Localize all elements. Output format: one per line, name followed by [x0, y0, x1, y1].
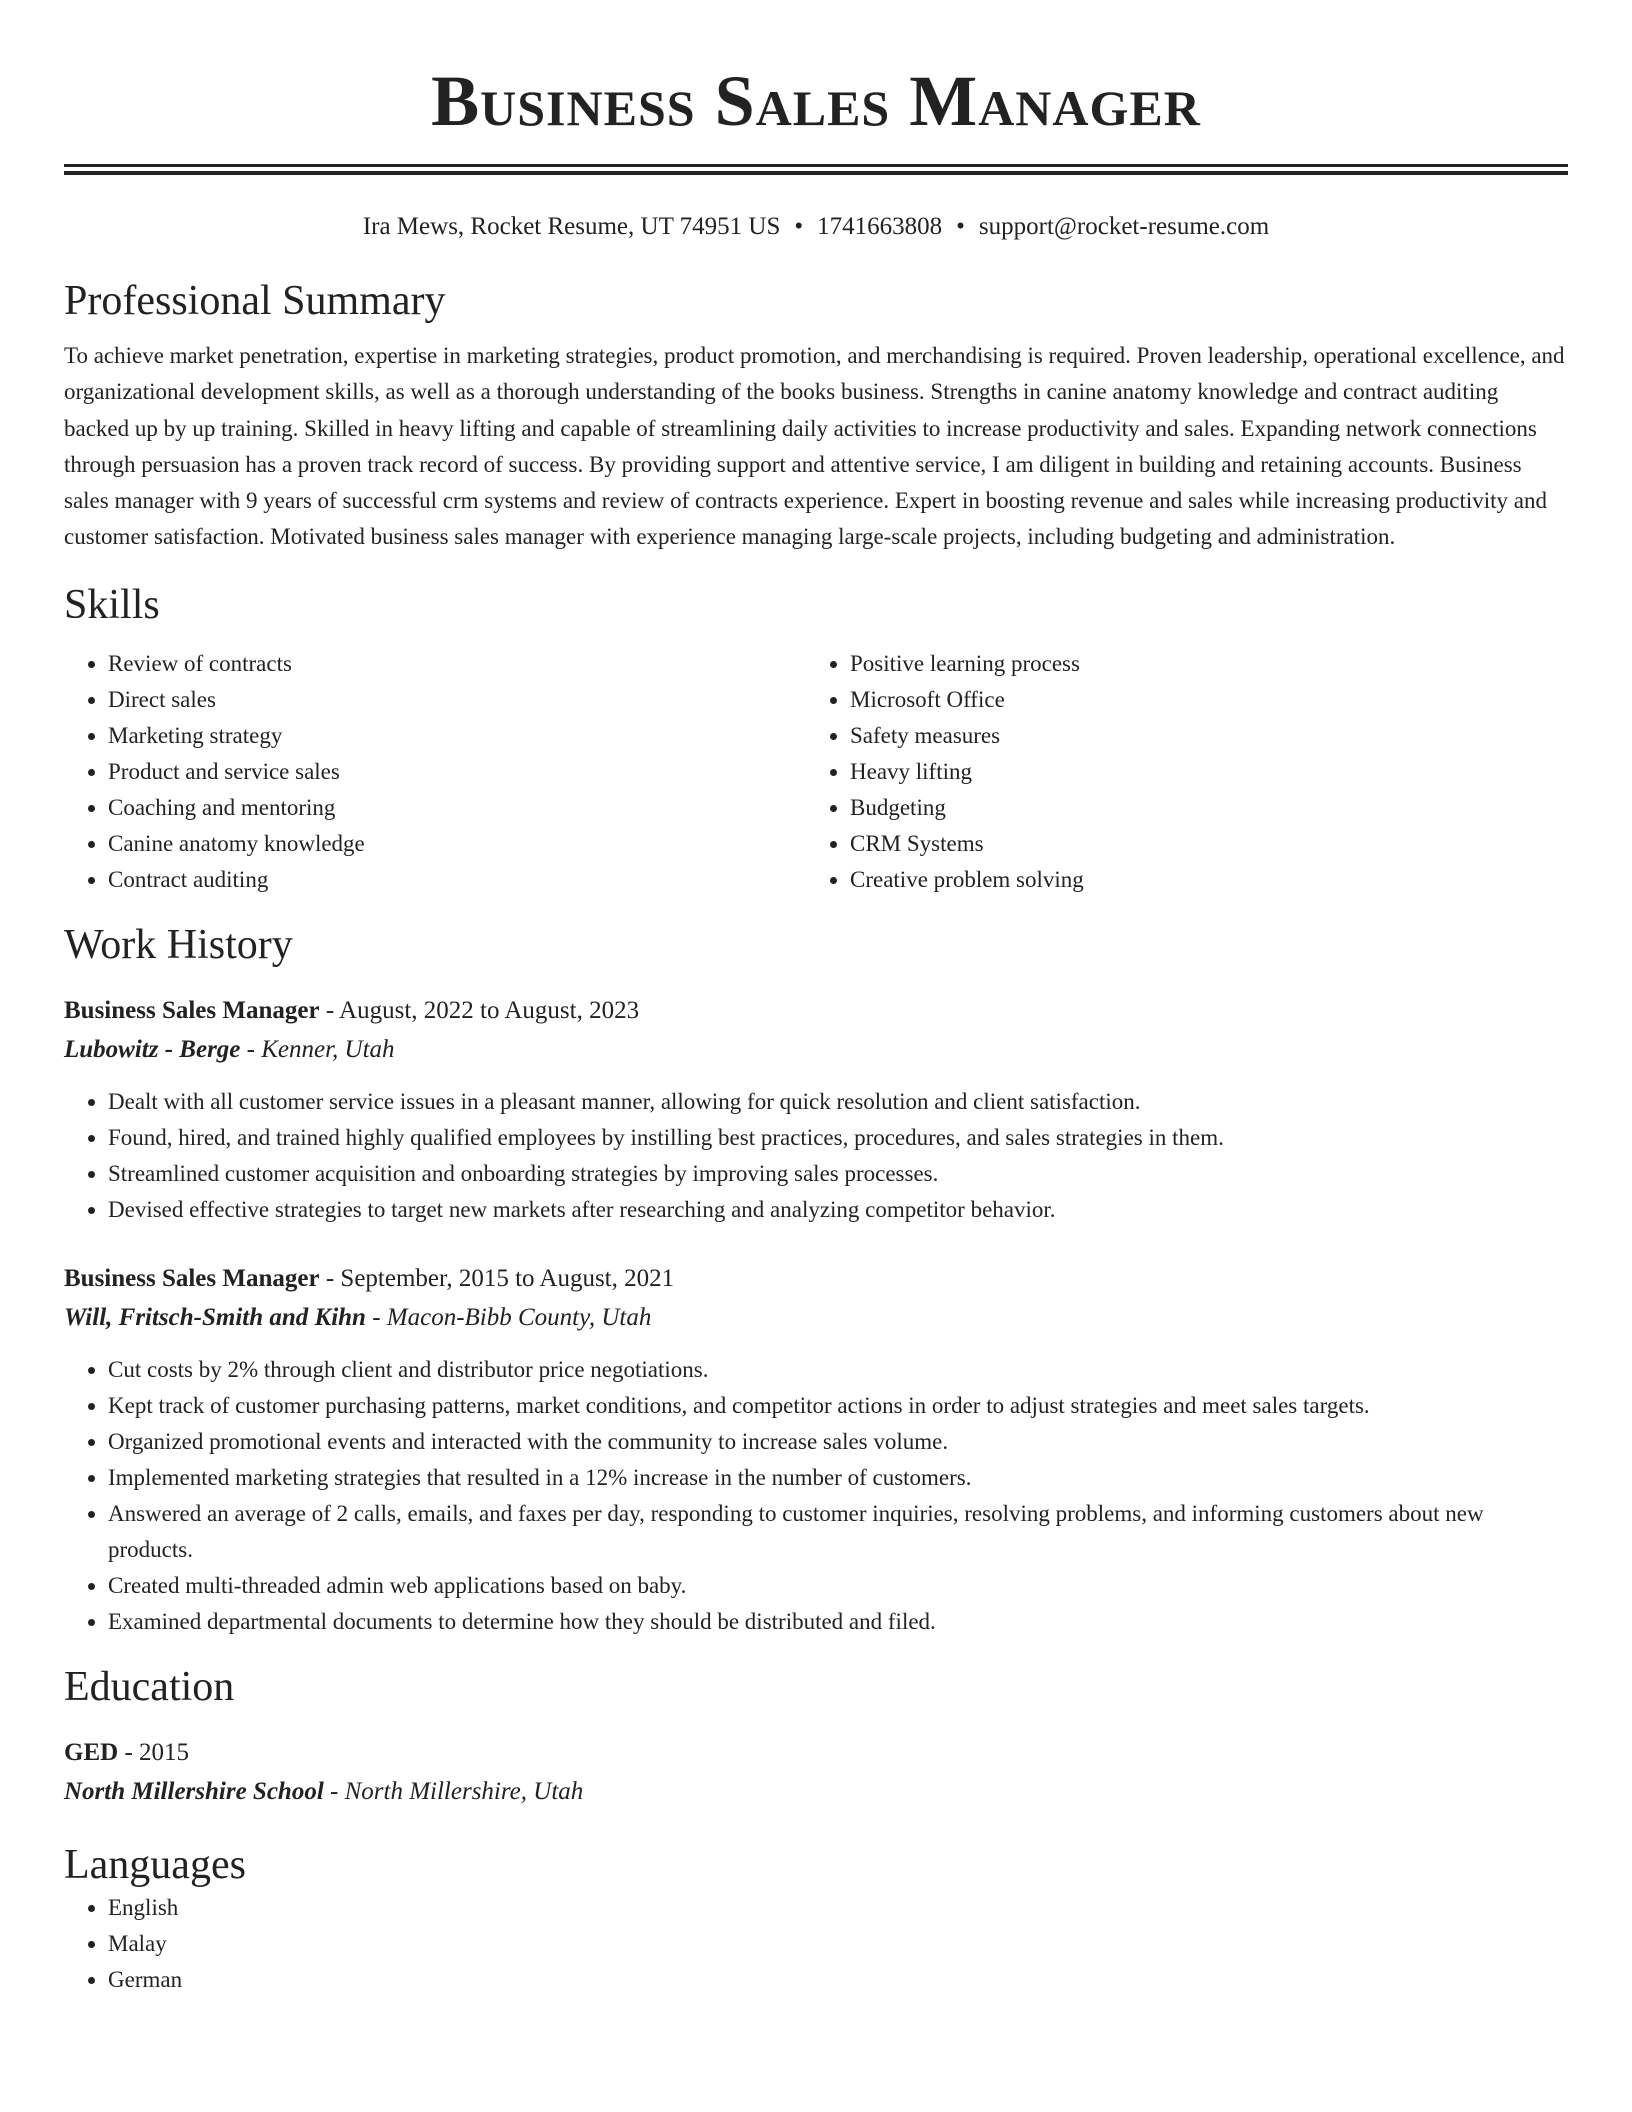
degree-line	[64, 1734, 1568, 1772]
job-title-line	[64, 992, 1568, 1030]
skill-item: • Positive learning process	[850, 646, 1548, 682]
skills-column-right	[806, 646, 1548, 898]
summary-heading: Professional Summary	[64, 278, 446, 324]
duty-item: • Examined departmental documents to determine how they should be distributed and filed.	[108, 1604, 1568, 1640]
skills-heading: Skills	[64, 581, 160, 628]
school-location: - North Millershire, Utah	[323, 1777, 584, 1805]
duty-item: • Dealt with all customer service issues in a pleasant manner, allowing for quick resolution and client satisfaction.	[108, 1084, 1568, 1120]
duty-item: • Answered an average of 2 calls, emails, and faxes per day, responding to customer inquiries, resolving problems, and informing customers about new products.	[108, 1496, 1568, 1568]
company-location: - Macon-Bibb County, Utah	[365, 1303, 652, 1331]
summary-text: To achieve market penetration, expertise in marketing strategies, product promotion, and merchandising is required. Proven leadership, operational excellence, and organizational development skills, as well as a thorough understanding of the books business. Strengths in canine anatomy knowledge and contract auditing backed up by up training. Skilled in heavy lifting and capable of streamlining daily activities to increase productivity and sales. Expanding network connections through persuasion has a proven track record of success. By providing support and attentive service, I am diligent in building and retaining accounts. Business sales manager with 9 years of successful crm systems and review of contracts experience. Expert in boosting revenue and sales while increasing productivity and customer satisfaction. Motivated business sales manager with experience managing large-scale projects, including budgeting and administration.	[64, 343, 1565, 550]
company-name: Lubowitz - Berge	[64, 1035, 241, 1063]
languages-list	[64, 1890, 1568, 1998]
contact-separator: •	[794, 213, 804, 240]
duty-item: • Kept track of customer purchasing patterns, market conditions, and competitor actions in order to adjust strategies and meet sales targets.	[108, 1388, 1568, 1424]
school-line	[64, 1772, 1568, 1812]
job-dates: - September, 2015 to August, 2021	[319, 1264, 675, 1292]
contact-separator: •	[956, 213, 965, 240]
company-location: - Kenner, Utah	[240, 1035, 395, 1063]
duty-item: • Streamlined customer acquisition and onboarding strategies by improving sales processes.	[108, 1156, 1568, 1192]
skill-item: • Safety measures	[850, 718, 1548, 754]
skill-item: • CRM Systems	[850, 826, 1548, 862]
degree-year: - 2015	[118, 1738, 190, 1766]
company-line	[64, 1298, 1568, 1338]
company-line	[64, 1030, 1568, 1070]
education-heading: Education	[64, 1663, 235, 1710]
skill-item: • Budgeting	[850, 790, 1548, 826]
skill-item: • Coaching and mentoring	[108, 790, 806, 826]
job-title-line	[64, 1260, 1568, 1298]
job-dates: - August, 2022 to August, 2023	[319, 996, 640, 1024]
skill-item: • Marketing strategy	[108, 718, 806, 754]
title-divider	[64, 164, 1568, 175]
skill-item: • Direct sales	[108, 682, 806, 718]
skills-list	[64, 646, 1568, 898]
education-entry	[64, 1734, 1568, 1812]
duty-item: • Devised effective strategies to target new markets after researching and analyzing competitor behavior.	[108, 1192, 1568, 1228]
school-name: North Millershire School	[64, 1777, 324, 1805]
job-title: Business Sales Manager	[64, 1264, 320, 1292]
job-entry	[64, 992, 1568, 1228]
skills-column-left	[64, 646, 806, 898]
job-duties	[64, 1352, 1568, 1640]
duty-item: • Found, hired, and trained highly qualified employees by instilling best practices, procedures, and sales strategies in them.	[108, 1120, 1568, 1156]
skill-item: • Contract auditing	[108, 862, 806, 898]
contact-phone: 1741663808	[817, 213, 943, 240]
language-item: • Malay	[108, 1926, 1568, 1962]
language-item: • English	[108, 1890, 1568, 1926]
job-title: Business Sales Manager	[64, 996, 320, 1024]
job-duties	[64, 1084, 1568, 1228]
company-name: Will, Fritsch-Smith and Kihn	[64, 1303, 366, 1331]
contact-line	[64, 210, 1568, 244]
skill-item: • Microsoft Office	[850, 682, 1548, 718]
skill-item: • Product and service sales	[108, 754, 806, 790]
skill-item: • Heavy lifting	[850, 754, 1548, 790]
skill-item: • Review of contracts	[108, 646, 806, 682]
contact-address: Ira Mews, Rocket Resume, UT 74951 US	[362, 213, 781, 240]
job-entry	[64, 1260, 1568, 1640]
resume-title: Business Sales Manager	[431, 61, 1201, 141]
contact-email: support@rocket-resume.com	[978, 213, 1270, 240]
skill-item: • Creative problem solving	[850, 862, 1548, 898]
duty-item: • Created multi-threaded admin web applications based on baby.	[108, 1568, 1568, 1604]
duty-item: • Implemented marketing strategies that resulted in a 12% increase in the number of customers.	[108, 1460, 1568, 1496]
skill-item: • Canine anatomy knowledge	[108, 826, 806, 862]
work-history-heading: Work History	[64, 921, 293, 968]
language-item: • German	[108, 1962, 1568, 1998]
duty-item: • Organized promotional events and interacted with the community to increase sales volume.	[108, 1424, 1568, 1460]
languages-heading: Languages	[64, 1841, 246, 1888]
degree-name: GED	[64, 1738, 119, 1766]
duty-item: • Cut costs by 2% through client and distributor price negotiations.	[108, 1352, 1568, 1388]
